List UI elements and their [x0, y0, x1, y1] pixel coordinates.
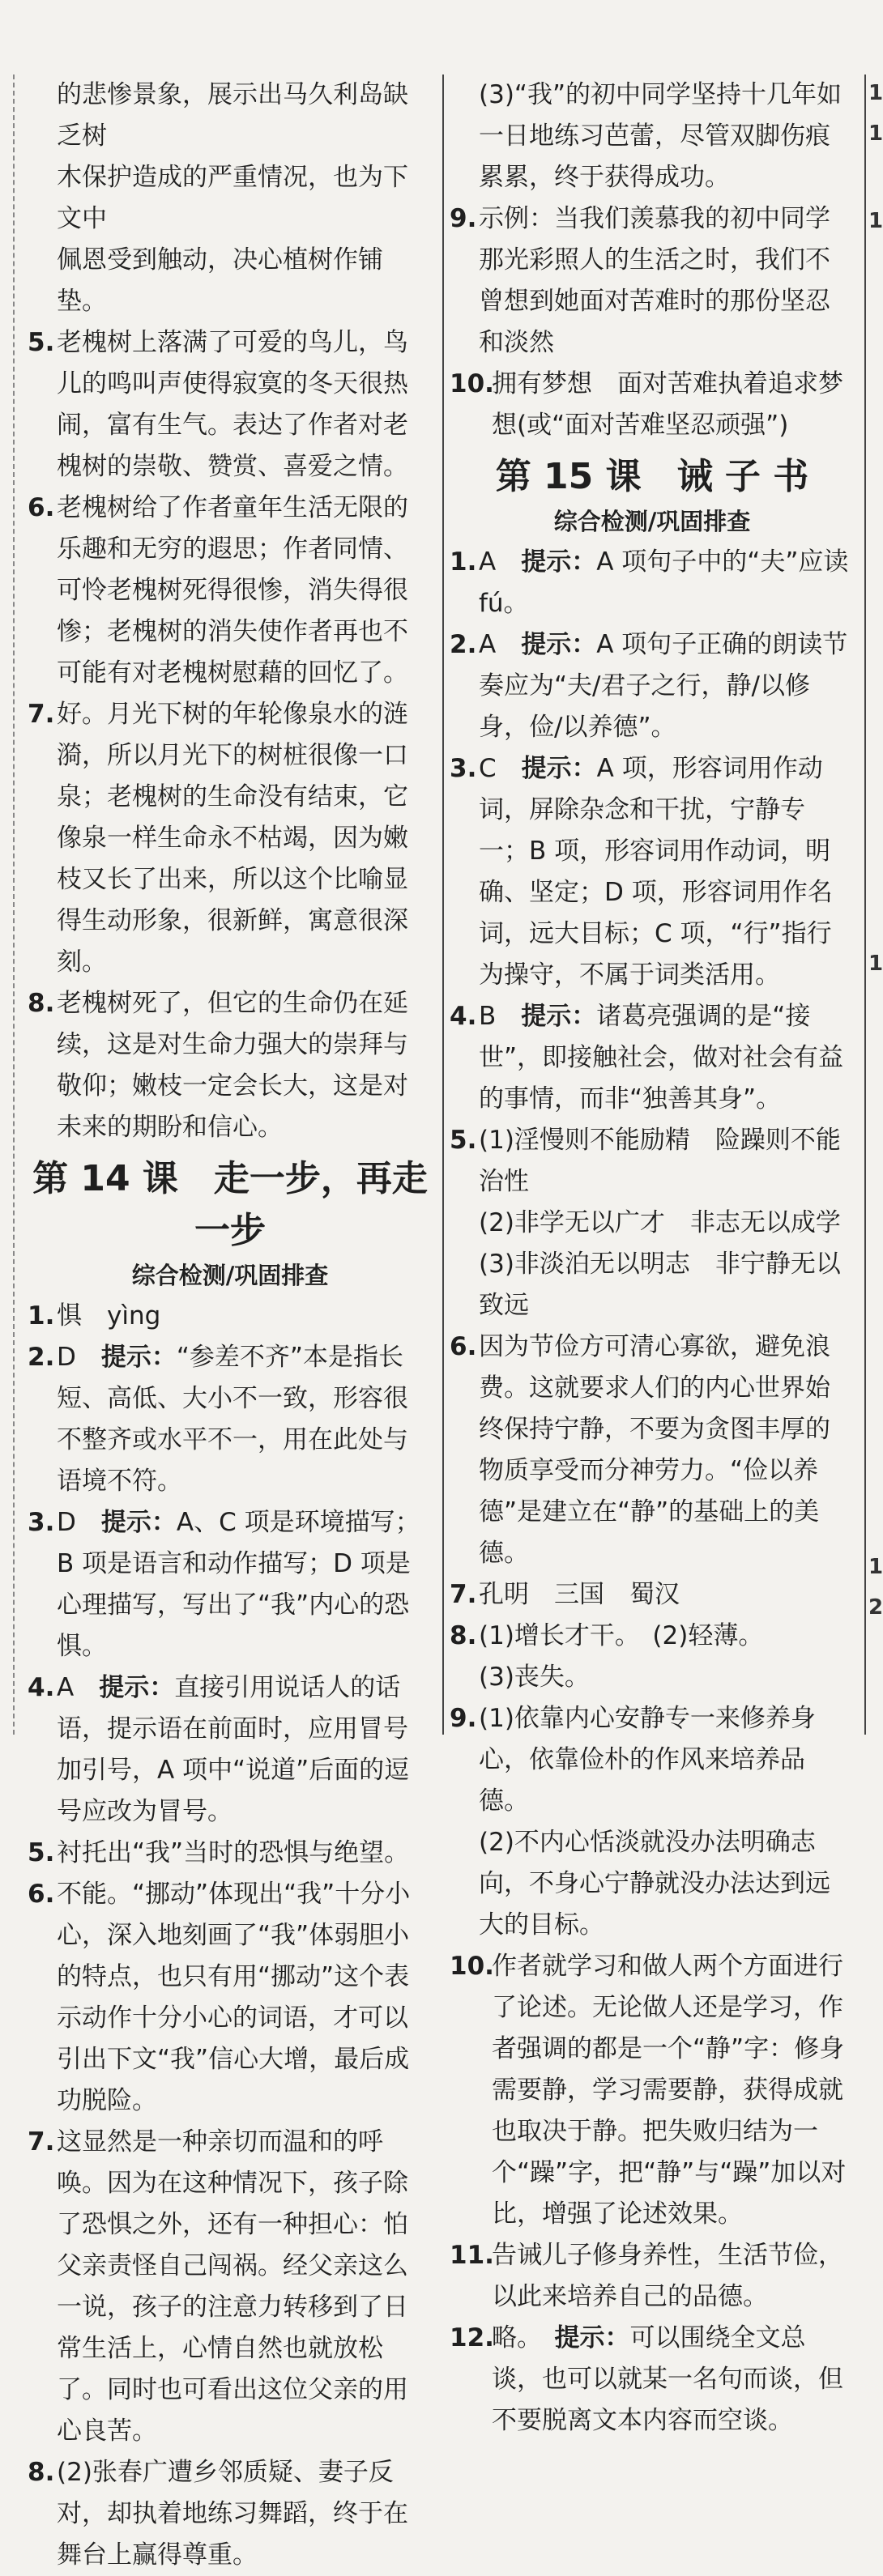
item-text: 作者就学习和做人两个方面进行了论述。无论做人还是学习，作者强调的都是一个“静”字：修身需要静，学习需要静，获得成就也取决于静。把失败归结为一个“躁”字，把“静”与“躁”加以对比，增强了论述效果。: [492, 1952, 847, 2229]
left-margin-rule: [13, 75, 15, 1735]
item-text: [57, 1667, 433, 1833]
answer-item: [28, 322, 433, 488]
answer-item: [450, 198, 855, 364]
answer-item: [450, 75, 855, 198]
item-number: 6.: [28, 493, 55, 522]
item-number: 3.: [450, 754, 477, 783]
item-number: 8.: [450, 1621, 477, 1650]
answer-item: [450, 1616, 855, 1657]
hint-label: 提示：: [100, 1343, 177, 1372]
item-text: 拥有梦想 面对苦难执着追求梦想(或“面对苦难坚忍顽强”): [492, 369, 843, 440]
item-number: 2.: [450, 630, 477, 659]
cut-off-edge-text: 1: [868, 121, 883, 146]
hint-label: 提示：: [521, 754, 597, 783]
item-number: 10.: [450, 369, 494, 398]
item-text: 这显然是一种亲切而温和的呼唤。因为在这种情况下，孩子除了恐惧之外，还有一种担心：怕父亲责怪自己闯祸。经父亲这么一说，孩子的注意力转移到了日常生活上，心情自然也就放松了。同时也可看出这位父亲的用心良苦。: [57, 2127, 408, 2446]
hint-label: 提示：: [521, 630, 597, 659]
item-text: (1)依靠内心安静专一来修养身心，依靠俭朴的作风来培养品德。: [479, 1704, 816, 1816]
hint-text: A 项句子正确的朗读节奏应为“夫/君子之行，静/以修身，俭/以养德”。: [479, 630, 848, 742]
cut-off-edge-text: 1: [868, 952, 883, 976]
intro-line: 佩恩受到触动，决心植树作铺垫。: [57, 245, 383, 316]
answer-item: [450, 1326, 855, 1574]
item-text: [57, 1502, 433, 1667]
item-text: [492, 2318, 855, 2442]
cut-off-edge-text: 1: [868, 209, 883, 233]
item-number: 4.: [450, 1002, 477, 1031]
item-number: 9.: [450, 204, 477, 233]
answer-letter: D: [57, 1508, 76, 1537]
answer-item: [28, 1874, 433, 2122]
answer-item: [28, 2122, 433, 2452]
hint-text: 可以围绕全文总谈，也可以就某一名句而谈，但不要脱离文本内容而空谈。: [492, 2323, 843, 2435]
answer-item: [450, 1698, 855, 1822]
answer-item: [450, 364, 855, 446]
continued-answer: [28, 75, 433, 322]
answer-item: [450, 1946, 855, 2235]
item-text: 示例：当我们羡慕我的初中同学那光彩照人的生活之时，我们不曾想到她面对苦难时的那份坚忍和淡然: [479, 204, 830, 357]
answer-item: [450, 748, 855, 996]
answer-item: [28, 1337, 433, 1502]
cut-off-edge-text: 1: [868, 81, 883, 105]
answer-item: [28, 2452, 433, 2576]
left-column: [28, 75, 433, 2576]
answer-item: [28, 1833, 433, 1874]
item-text: [479, 542, 855, 624]
hint-label: 提示：: [521, 547, 597, 577]
answer-item: [450, 2318, 855, 2442]
intro-line: 木保护造成的严重情况，也为下文中: [57, 163, 408, 233]
hint-label: 提示：: [554, 2323, 630, 2352]
item-text: (2)张春广遭乡邻质疑、妻子反对，却执着地练习舞蹈，终于在舞台上赢得尊重。: [57, 2458, 408, 2570]
answer-item: [450, 996, 855, 1120]
answer-letter: A: [57, 1673, 75, 1702]
item-number: 1.: [450, 547, 477, 577]
hint-text: A、C 项是环境描写；B 项是语言和动作描写；D 项是心理描写，写出了“我”内心的恐惧。: [57, 1508, 420, 1661]
hint-text: A 项，形容词用作动词，屏除杂念和干扰，宁静专一；B 项，形容词用作动词，明确、坚定；D 项，形容词用作名词，远大目标；C 项，“行”指行为操守，不属于词类活用。: [479, 754, 833, 990]
item-number: 12.: [450, 2323, 494, 2352]
item-number: 5.: [450, 1126, 477, 1155]
item-number: 3.: [28, 1508, 55, 1537]
item-number: 8.: [28, 2458, 55, 2487]
item-number: 9.: [450, 1704, 477, 1733]
item-text: 告诫儿子修身养性，生活节俭，以此来培养自己的品德。: [492, 2241, 843, 2311]
right-column-divider: [864, 75, 866, 1735]
answer-item: [450, 1120, 855, 1203]
item-text: 老槐树上落满了可爱的鸟儿，鸟儿的鸣叫声使得寂寞的冬天很热闹，富有生气。表达了作者对老槐树的崇敬、赞赏、喜爱之情。: [57, 328, 408, 481]
answer-letter: B: [479, 1002, 497, 1031]
answer-item: [28, 488, 433, 694]
item-text: 因为节俭方可清心寡欲，避免浪费。这就要求人们的内心世界始终保持宁静，不要为贪图丰厚的物质享受而分神劳力。“俭以养德”是建立在“静”的基础上的美德。: [479, 1332, 830, 1568]
item-number: 4.: [28, 1673, 55, 1702]
item-text: 好。月光下树的年轮像泉水的涟漪，所以月光下的树桩很像一口泉；老槐树的生命没有结束，它像泉一样生命永不枯竭，因为嫩枝又长了出来，所以这个比喻显得生动形象，很新鲜，寓意很深刻。: [57, 700, 408, 977]
answer-letter: C: [479, 754, 497, 783]
item-number: 2.: [28, 1343, 55, 1372]
answer-item: [28, 1296, 433, 1337]
lesson-14-section-title: 综合检测/巩固排查: [131, 1262, 329, 1289]
answer-item: [450, 1574, 855, 1616]
item-text: (3)“我”的初中同学坚持十几年如一日地练习芭蕾，尽管双脚伤痕累累，终于获得成功。: [479, 80, 842, 192]
sub-answer: (3)非淡泊无以明志 非宁静无以致远: [479, 1250, 841, 1320]
right-column: [450, 75, 855, 2442]
item-text: 衬托出“我”当时的恐惧与绝望。: [57, 1838, 410, 1867]
item-number: 5.: [28, 328, 55, 357]
cut-off-edge-text: 2: [868, 1595, 883, 1620]
item-number: 6.: [450, 1332, 477, 1361]
item-text: [57, 1337, 433, 1502]
answer-letter: A: [479, 547, 497, 577]
item-number: 11.: [450, 2241, 494, 2270]
column-divider: [442, 75, 444, 1735]
answer-item: [450, 542, 855, 624]
lesson-14-title: 第 14 课 走一步，再走一步: [32, 1158, 428, 1251]
hint-label: 提示：: [100, 1508, 177, 1537]
lesson-15-section-title: 综合检测/巩固排查: [553, 508, 751, 535]
answer-item: [28, 694, 433, 983]
item-number: 10.: [450, 1952, 494, 1981]
item-text: (1)增长才干。 (2)轻薄。: [479, 1621, 764, 1650]
item-text: (1)淫慢则不能励精 险躁则不能治性: [479, 1126, 841, 1196]
item-text: 惧 yìng: [57, 1301, 161, 1331]
hint-text: 诸葛亮强调的是“接世”，即接触社会，做对社会有益的事情，而非“独善其身”。: [479, 1002, 844, 1113]
item-number: 7.: [450, 1580, 477, 1609]
item-text: 老槐树给了作者童年生活无限的乐趣和无穷的遐思；作者同情、可怜老槐树死得很惨，消失得很惨；老槐树的消失使作者再也不可能有对老槐树慰藉的回忆了。: [57, 493, 408, 688]
item-text: 孔明 三国 蜀汉: [479, 1580, 680, 1609]
item-text: 老槐树死了，但它的生命仍在延续，这是对生命力强大的崇拜与敬仰；嫩枝一定会长大，这是对未来的期盼和信心。: [57, 989, 408, 1142]
hint-text: A 项句子中的“夫”应读 fú。: [479, 547, 849, 618]
answer-item: [28, 1502, 433, 1667]
sub-answer: (2)不内心恬淡就没办法明确志向，不身心宁静就没办法达到远大的目标。: [479, 1828, 830, 1939]
intro-line: 的悲惨景象，展示出马久利岛缺乏树: [57, 80, 408, 151]
sub-answer: (2)非学无以广才 非志无以成学: [479, 1208, 841, 1237]
answer-item: [450, 2235, 855, 2318]
answer-letter: 略。: [492, 2323, 530, 2352]
answer-letter: D: [57, 1343, 76, 1372]
answer-letter: A: [479, 630, 497, 659]
cut-off-edge-text: 1: [868, 1555, 883, 1579]
item-number: 1.: [28, 1301, 55, 1331]
item-number: 6.: [28, 1880, 55, 1909]
answer-item: [28, 983, 433, 1148]
hint-text: 直接引用说话人的话语，提示语在前面时，应用冒号加引号，A 项中“说道”后面的逗号应改为冒号。: [57, 1673, 410, 1826]
hint-text: “参差不齐”本是指长短、高低、大小不一致，形容很不整齐或水平不一，用在此处与语境不符。: [57, 1343, 408, 1496]
item-text: [479, 624, 855, 748]
hint-label: 提示：: [99, 1673, 175, 1702]
item-number: 8.: [28, 989, 55, 1018]
sub-answer: (3)丧失。: [479, 1663, 590, 1692]
lesson-15-title: 第 15 课 诫 子 书: [495, 456, 809, 497]
hint-label: 提示：: [521, 1002, 597, 1031]
item-number: 7.: [28, 700, 55, 729]
item-text: [479, 748, 855, 996]
item-number: 5.: [28, 1838, 55, 1867]
item-text: [479, 996, 855, 1120]
answer-item: [28, 1667, 433, 1833]
answer-item: [450, 624, 855, 748]
item-number: 7.: [28, 2127, 55, 2157]
item-text: 不能。“挪动”体现出“我”十分小心，深入地刻画了“我”体弱胆小的特点，也只有用“挪动”这个表示动作十分小心的词语，才可以引出下文“我”信心大增，最后成功脱险。: [57, 1880, 411, 2115]
